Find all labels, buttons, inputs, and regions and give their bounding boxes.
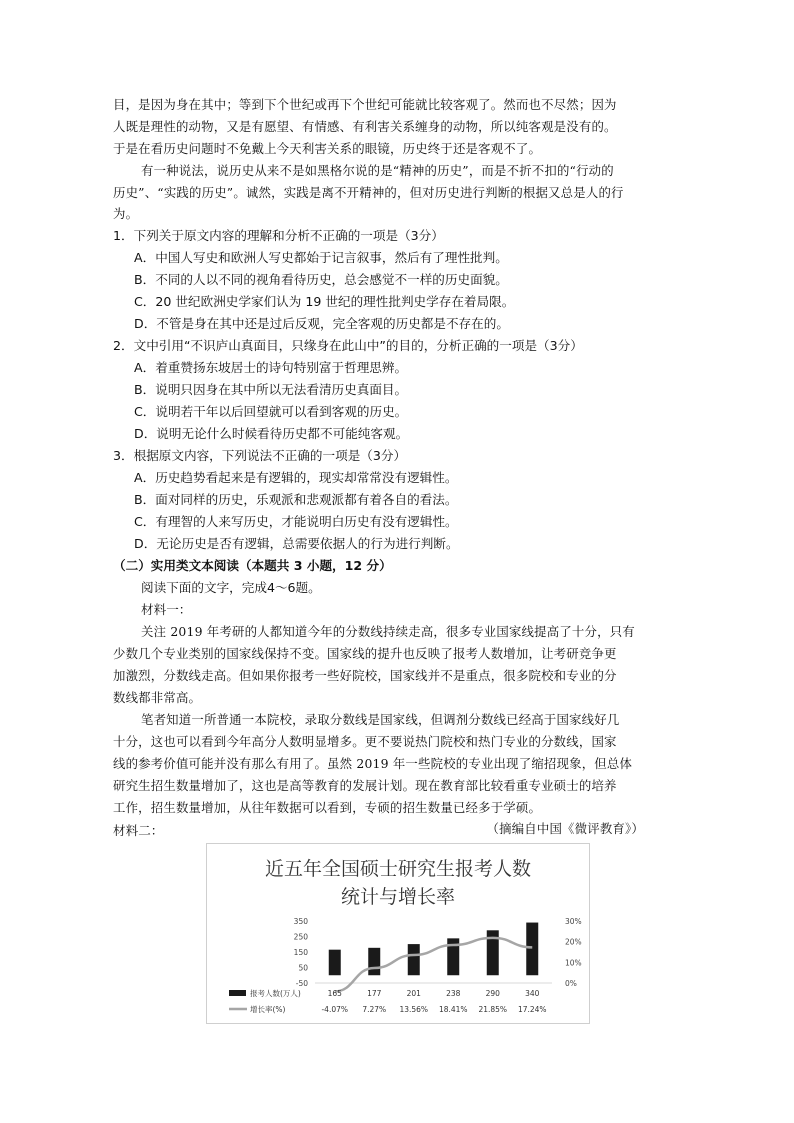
text-line: 为。 (113, 206, 139, 221)
bar (408, 944, 420, 975)
question-option: D．说明无论什么时候看待历史都不可能纯客观。 (134, 426, 409, 441)
bar-value-label: 201 (406, 989, 421, 998)
left-axis (294, 917, 309, 988)
text-line: 目，是因为身在其中；等到下个世纪或再下个世纪可能就比较客观了。然而也不尽然；因为 (113, 97, 617, 112)
bar-line-chart (207, 844, 589, 1023)
right-tick-label: 20% (565, 937, 582, 947)
legend-series-name: 报考人数(万人) (250, 989, 301, 998)
text-line: 十分，这也可以看到今年高分人数明显增多。更不要说热门院校和热门专业的分数线，国家 (113, 734, 617, 749)
section-instruction: 阅读下面的文字，完成4～6题。 (141, 580, 321, 595)
chart-title: 近五年全国硕士研究生报考人数 (264, 858, 532, 880)
bar (329, 950, 341, 976)
right-tick-label: 0% (565, 979, 577, 988)
question-stem: 1．下列关于原文内容的理解和分析不正确的一项是（3分） (113, 228, 444, 243)
left-tick-label: 150 (293, 948, 308, 957)
question-stem: 2．文中引用“不识庐山真面目，只缘身在此山中”的目的，分析正确的一项是（3分） (113, 338, 583, 353)
growth-value-label: -4.07% (321, 1005, 349, 1014)
question-option: B．说明只因身在其中所以无法看清历史真面目。 (134, 382, 408, 397)
text-line: 人既是理性的动物，又是有愿望、有情感、有利害关系缠身的动物，所以纯客观是没有的。 (113, 119, 617, 134)
material-label: 材料一： (141, 602, 192, 617)
question-option: C．说明若干年以后回望就可以看到客观的历史。 (134, 404, 408, 419)
bar-value-label: 340 (525, 989, 540, 998)
citation: （摘编自中国《微评教育》） (486, 821, 644, 836)
question-option: D．无论历史是否有逻辑，总需要依据人的行为进行判断。 (134, 536, 459, 551)
question-option: A．着重赞扬东坡居士的诗句特别富于哲理思辨。 (134, 360, 408, 375)
left-tick-label: 250 (293, 932, 308, 942)
question-option: B．面对同样的历史，乐观派和悲观派都有着各自的看法。 (134, 492, 458, 507)
left-tick-label: -50 (295, 979, 308, 988)
growth-value-label: 21.85% (478, 1005, 508, 1014)
question-option: D．不管是身在其中还是过后反观，完全客观的历史都是不存在的。 (134, 316, 509, 331)
growth-value-label: 18.41% (438, 1005, 468, 1014)
right-tick-label: 30% (565, 917, 582, 926)
bar-value-label: 290 (485, 989, 500, 998)
bar-value-label: 238 (446, 989, 461, 998)
chart-subtitle: 统计与增长率 (340, 886, 456, 908)
text-line: 少数几个专业类别的国家线保持不变。国家线的提升也反映了报考人数增加，让考研竞争更 (113, 646, 617, 661)
bar-value-label: 165 (327, 989, 342, 998)
text-line: 有一种说法，说历史从来不是如黑格尔说的是“精神的历史”，而是不折不扣的“行动的 (141, 163, 614, 178)
bar-value-label: 177 (367, 989, 382, 998)
right-tick-label: 10% (565, 958, 582, 968)
bar (526, 923, 538, 976)
left-tick-label: 50 (298, 963, 308, 973)
text-line: 加激烈，分数线走高。但如果你报考一些好院校，国家线并不是重点，很多院校和专业的分 (113, 668, 617, 683)
question-stem: 3．根据原文内容，下列说法不正确的一项是（3分） (113, 448, 407, 463)
chart-container (206, 843, 590, 1024)
question-option: A．中国人写史和欧洲人写史都始于记言叙事，然后有了理性批判。 (134, 250, 508, 265)
text-line: 工作，招生数量增加，从往年数据可以看到，专硕的招生数量已经多于学硕。 (113, 800, 542, 815)
section-heading: （二）实用类文本阅读（本题共 3 小题，12 分） (113, 558, 392, 573)
text-line: 研究生招生数量增加了，这也是高等教育的发展计划。现在教育部比较看重专业硕士的培养 (113, 778, 617, 793)
growth-value-label: 7.27% (362, 1005, 387, 1014)
data-table (229, 988, 547, 1014)
growth-value-label: 17.24% (517, 1005, 547, 1014)
left-tick-label: 350 (293, 917, 308, 926)
question-option: C．20 世纪欧洲史学家们认为 19 世纪的理性批判史学存在着局限。 (134, 294, 515, 309)
text-line: 历史”、“实践的历史”。诚然，实践是离不开精神的，但对历史进行判断的根据又总是人的行 (113, 185, 624, 200)
growth-value-label: 13.56% (399, 1005, 429, 1014)
text-line: 关注 2019 年考研的人都知道今年的分数线持续走高，很多专业国家线提高了十分，只有 (141, 624, 635, 639)
question-option: C．有理智的人来写历史，才能说明白历史有没有逻辑性。 (134, 514, 458, 529)
right-axis (565, 917, 582, 988)
legend-series-name: 增长率(%) (250, 1005, 286, 1014)
text-line: 数线都非常高。 (113, 690, 202, 705)
material-label: 材料二： (113, 823, 164, 838)
question-option: A．历史趋势看起来是有逻辑的，现实却常常没有逻辑性。 (134, 470, 458, 485)
text-line: 笔者知道一所普通一本院校，录取分数线是国家线，但调剂分数线已经高于国家线好几 (141, 712, 620, 727)
bar (368, 948, 380, 975)
text-line: 线的参考价值可能并没有那么有用了。虽然 2019 年一些院校的专业出现了缩招现象，但总体 (113, 756, 633, 771)
question-option: B．不同的人以不同的视角看待历史，总会感觉不一样的历史面貌。 (134, 272, 508, 287)
text-line: 于是在看历史问题时不免戴上今天利害关系的眼镜，历史终于还是客观不了。 (113, 141, 542, 156)
legend-bar-swatch (229, 990, 246, 996)
